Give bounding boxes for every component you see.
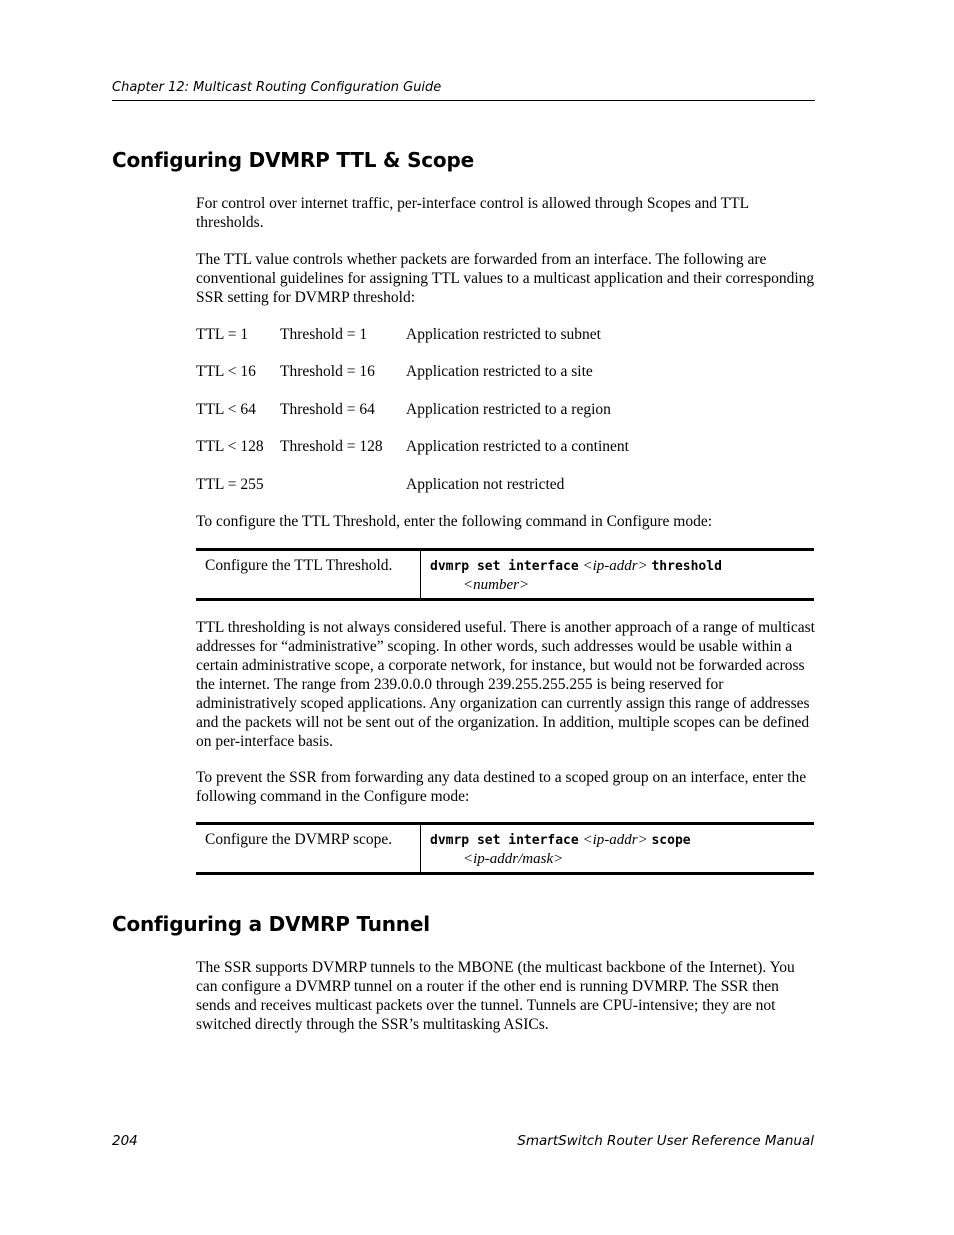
ttl-value: TTL < 128 (196, 438, 264, 455)
header-rule (112, 100, 815, 101)
paragraph (196, 958, 816, 1034)
section-title-dvmrp-tunnel: Configuring a DVMRP Tunnel (112, 912, 430, 936)
command-syntax (430, 831, 810, 869)
paragraph (196, 618, 816, 751)
ttl-row (196, 400, 816, 419)
paragraph-text: For control over internet traffic, per-interface control is allowed through Scopes and TTL thresholds. (196, 195, 749, 231)
paragraph (196, 194, 816, 232)
page-number: 204 (112, 1133, 138, 1149)
application-scope: Application not restricted (406, 476, 565, 493)
command-table-scope (196, 822, 814, 875)
ttl-row (196, 362, 816, 381)
command-description: Configure the DVMRP scope. (205, 831, 393, 848)
threshold-value: Threshold = 16 (280, 363, 375, 380)
command-keyword: dvmrp set interface (430, 559, 579, 574)
command-keyword: scope (651, 833, 691, 848)
threshold-value: Threshold = 64 (280, 401, 375, 418)
column-divider (420, 825, 421, 872)
command-argument: <ip-addr> (582, 832, 648, 848)
ttl-row (196, 437, 816, 456)
command-keyword: threshold (651, 559, 722, 574)
paragraph-text: The TTL value controls whether packets are forwarded from an interface. The following are conventional guidelines for assigning TTL values to a multicast application and their corresponding SSR setting for DVMRP threshold: (196, 251, 815, 306)
threshold-value: Threshold = 128 (280, 438, 383, 455)
command-description: Configure the TTL Threshold. (205, 557, 393, 574)
paragraph-text: To prevent the SSR from forwarding any data destined to a scoped group on an interface, enter the following command in the Configure mode: (196, 769, 807, 805)
application-scope: Application restricted to subnet (406, 326, 601, 343)
paragraph-text: TTL thresholding is not always considered useful. There is another approach of a range of multicast addresses for “administrative” scoping. In other words, such addresses would be usable within a certain administrative scope, a corporate network, for instance, but would not be forwarded across the internet. The range from 239.0.0.0 through 239.255.255.255 is being reserved for administratively scoped applications. Any organization can currently assign this range of addresses and the packets will not be sent out of the organization. In addition, multiple scopes can be defined on per-interface basis. (196, 619, 815, 750)
command-argument: <ip-addr> (582, 558, 648, 574)
ttl-value: TTL = 1 (196, 326, 249, 343)
manual-title: SmartSwitch Router User Reference Manual (517, 1133, 814, 1149)
ttl-value: TTL < 64 (196, 401, 256, 418)
paragraph (196, 768, 816, 806)
ttl-row (196, 475, 816, 494)
threshold-value: Threshold = 1 (280, 326, 368, 343)
paragraph (196, 512, 816, 531)
paragraph-text: To configure the TTL Threshold, enter the following command in Configure mode: (196, 513, 713, 530)
command-syntax (430, 557, 810, 595)
ttl-row (196, 325, 816, 344)
running-header: Chapter 12: Multicast Routing Configuration Guide (112, 80, 442, 95)
column-divider (420, 551, 421, 598)
application-scope: Application restricted to a region (406, 401, 611, 418)
paragraph-text: The SSR supports DVMRP tunnels to the MBONE (the multicast backbone of the Internet). You can configure a DVMRP tunnel on a router if the other end is running DVMRP. The SSR then sends and receives multicast packets over the tunnel. Tunnels are CPU-intensive; they are not switched directly through the SSR’s multitasking ASICs. (196, 959, 795, 1033)
command-argument: <number> (463, 577, 530, 593)
application-scope: Application restricted to a continent (406, 438, 629, 455)
command-argument: <ip-addr/mask> (463, 851, 564, 867)
paragraph (196, 250, 816, 307)
ttl-value: TTL = 255 (196, 476, 264, 493)
application-scope: Application restricted to a site (406, 363, 593, 380)
command-table-ttl (196, 548, 814, 601)
section-title-ttl-scope: Configuring DVMRP TTL & Scope (112, 148, 474, 172)
ttl-value: TTL < 16 (196, 363, 256, 380)
command-keyword: dvmrp set interface (430, 833, 579, 848)
